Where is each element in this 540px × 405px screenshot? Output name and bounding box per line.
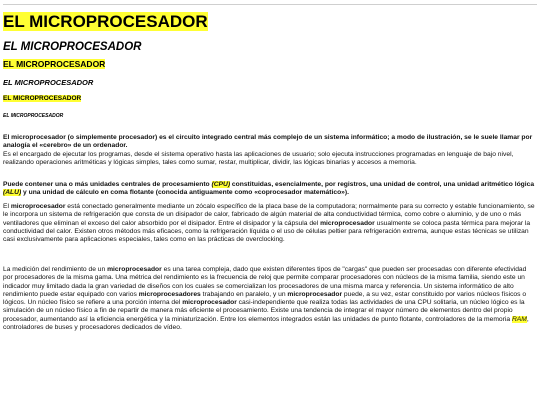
performance-text-6: , controladores de buses y procesadores dedicados de vídeo.: [3, 315, 529, 332]
ram-highlight: RAM: [511, 315, 527, 323]
cpu-highlight: (CPU): [211, 181, 231, 188]
cooling-text-3: usualmente se coloca pasta térmica para mejorar la conductividad del calor. Existen otros métodos más eficaces, como la refrigeración líquida o el uso de células peltier para refrigeración extrema, aunque estas técnicas se utilizan casi exclusivamente para aplicaciones especiales, tales como en las prácticas de overclocking.: [3, 219, 531, 244]
keyword-microprocesadores: microprocesadores: [138, 290, 201, 298]
keyword-microprocesador: microprocesador: [320, 219, 375, 227]
performance-text-2: es una tarea compleja, dado que existen diferentes tipos de "cargas" que pueden ser procesadas con diferente efectividad por procesadores de la misma gama. Una métrica del rendimiento es la frecuencia de reloj que permite comparar procesadores con núcleos de la misma familia, siendo este un indicador muy limitado dada la gran variedad de diseños con los cuales se comercializan los procesadores de una misma marca y referencia. Un sistema informático de alto rendimiento puede estar equipado con varios: [3, 266, 527, 298]
alu-highlight: (ALU): [3, 189, 22, 197]
paragraph-definition: [3, 134, 537, 167]
keyword-microprocesador: microprocesador: [287, 290, 343, 298]
keyword-microprocesador: microprocesador: [10, 203, 66, 210]
paragraph-performance: [3, 266, 537, 332]
performance-text-1: La medición del rendimiento de un: [3, 266, 108, 273]
heading-5: [3, 95, 81, 103]
keyword-microprocesador: microprocesador: [107, 266, 162, 273]
heading-1: [3, 12, 208, 32]
definition-bold-text: El microprocesador (o simplemente procesador) es el circuito integrado central más complejo de un sistema informático; a modo de ilustración, se le suele llamar por analogía el «cerebro» de un ordenador.: [3, 134, 533, 150]
components-text-b: constituidas, esencialmente, por registros, una unidad de control, una unidad aritmético lógica: [230, 181, 535, 188]
top-divider: [3, 4, 537, 5]
performance-text-3: trabajando en paralelo, y un: [200, 290, 288, 298]
performance-text-4: puede, a su vez, estar constituido por varios núcleos físicos o lógicos. Un núcleo físico se refiere a una porción interna del: [3, 290, 527, 307]
heading-4: EL MICROPROCESADOR: [3, 78, 94, 87]
cooling-text-1: El: [3, 203, 11, 210]
components-text-a: Puede contener una o más unidades centrales de procesamiento: [3, 181, 212, 188]
heading-2: EL MICROPROCESADOR: [3, 41, 142, 53]
keyword-microprocesador: microprocesador: [182, 299, 237, 307]
definition-body-text: Es el encargado de ejecutar los programas, desde el sistema operativo hasta las aplicaciones de usuario; solo ejecuta instrucciones programadas en lenguaje de bajo nivel, realizando operaciones aritméticas y lógicas simples, tales como sumar, restar, multiplicar, dividir, las lógicas binarias y accesos a memoria.: [3, 150, 514, 166]
paragraph-cooling: [3, 203, 537, 244]
heading-1-text: EL MICROPROCESADOR: [3, 12, 208, 31]
heading-3: [3, 59, 105, 70]
paragraph-components: [3, 181, 537, 198]
cooling-text-2: está conectado generalmente mediante un zócalo específico de la placa base de la computadora; normalmente para su correcto y estable funcionamiento, se le incorpora un sistema de refrigeración que consta de un disipador de calor, fabricado de algún material de alta conductividad térmica, como cobre o aluminio, y de uno o más ventiladores que eliminan el exceso del calor absorbido por el disipador. Entre el disipador y la cápsula del: [3, 203, 535, 227]
components-text-c: y una unidad de cálculo en coma flotante (conocida antiguamente como «coprocesador matemático»).: [21, 189, 349, 197]
heading-5-text: EL MICROPROCESADOR: [3, 95, 82, 102]
heading-6: EL MICROPROCESADOR: [3, 113, 64, 119]
heading-3-text: EL MICROPROCESADOR: [3, 59, 106, 69]
performance-text-5: casi-independiente que realiza todas las actividades de una CPU solitaria, un núcleo lógico es la simulación de un núcleo físico a fin de repartir de manera más eficiente el procesamiento. Existe una tendencia de integrar el mayor número de elementos dentro del propio procesador, aumentando así la eficiencia energética y la miniaturización. Entre los elementos integrados están las unidades de punto flotante, controladores de la memoria: [3, 299, 525, 323]
